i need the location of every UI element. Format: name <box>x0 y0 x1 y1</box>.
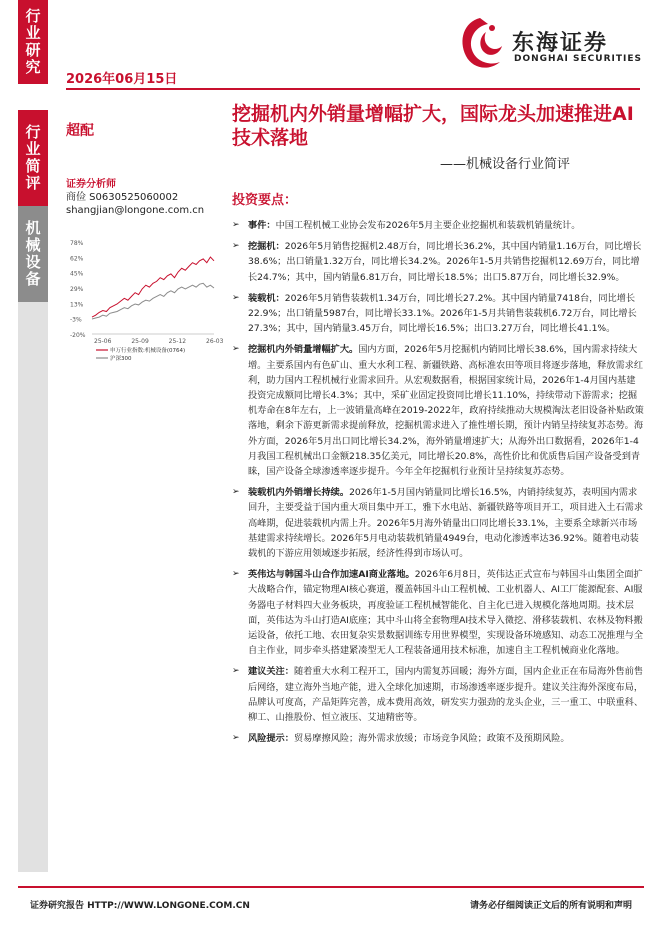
bullet-item <box>232 664 644 725</box>
y-tick-label: 78% <box>70 240 84 247</box>
header-rule <box>66 88 640 90</box>
bullet-text: 贸易摩擦风险；海外需求放缓；市场竞争风险；政策不及预期风险。 <box>293 733 570 745</box>
bullet-list <box>232 218 644 753</box>
footer-rule <box>18 886 644 888</box>
bullet-item <box>232 731 644 746</box>
y-tick-label: 29% <box>70 286 84 293</box>
x-tick-label: 25-12 <box>168 338 187 345</box>
bullet-text: 2026年5月销售装载机1.34万台，同比增长27.2%。其中国内销量7418台，同比增长22.9%；出口销量5987台，同比增长33.1%。2026年1-5月共销售装载机6.72万台，同比增长27.3%；其中，国内销量3.45万台，同比增长16.5%；出口3.27万台，同比增长41.1%。 <box>248 292 637 335</box>
bullet-item <box>232 239 644 285</box>
bullet-head: 事件： <box>248 220 276 231</box>
bullet-text: 2026年1-5月国内销量同比增长16.5%，内销持续复苏，表明国内需求回升，主要受益于国内重大项目集中开工，雅下水电站、新疆铁路等项目开工，项目进入土石需求高峰期，促进装载机内需上升。2026年5月海外销量出口同比增长33.1%，主要系全球新兴市场基建需求持续增长。2026年5月电动装载机销量4949台，电动化渗透率达36.92%。随着电动装载机的下游应用领域逐步拓展，经济性得到市场认可。 <box>248 487 644 560</box>
arrow-icon: ➢ <box>232 220 240 230</box>
analyst-label: 证券分析师 <box>66 179 116 190</box>
x-tick-label: 25-09 <box>131 338 149 345</box>
bullet-head: 挖掘机内外销量增幅扩大。 <box>248 344 359 356</box>
bullet-head: 装载机： <box>248 292 285 304</box>
report-date: 2026年06月15日 <box>66 72 178 87</box>
bullet-text: 国内方面，2026年5月挖掘机内销同比增长38.6%，国内需求持续大增。主要系国内有色矿山、重大水利工程、新疆铁路、高标准农田等项目将逐步落地，释放需求红利，助力国内工程机械行业需求回升。从宏观数据看，根据国家统计局，2026年1-4月国内基建投资完成额同比增长4.3%；其中，采矿业固定投资同比增长11.10%，持续带动下游需求；挖掘机寿命在8年左右，上一波销量高峰在2019-2022年，政府持续推动大规模淘汰老旧设备补贴政策落地，剩余下游更新需求提前释放，挖掘机需求进入了推性增长期，预计内销呈持续复苏态势。海外方面，2026年5月出口同比增长34.2%，海外销量增速扩大；从海外出口数据看，2026年1-4月我国工程机械出口金额218.35亿美元，同比增长20.8%，高性价比和优质售后国产设备受到青睐，国产设备全球渗透率逐步提升。今年全年挖掘机行业预计呈持续复苏态势。 <box>248 344 644 478</box>
bullet-head: 英伟达与韩国斗山合作加速AI商业落地。 <box>248 569 415 581</box>
y-tick-label: 62% <box>70 255 84 263</box>
logo-cn: 东海证券 <box>512 31 609 56</box>
bullet-head: 挖掘机： <box>248 241 285 253</box>
series-line <box>92 283 214 319</box>
bullet-item <box>232 342 644 479</box>
x-tick-label: 26-03 <box>206 338 224 345</box>
subhead: ——机械设备行业简评 <box>440 157 571 172</box>
side-strip <box>18 302 48 872</box>
arrow-icon: ➢ <box>232 241 240 252</box>
section-title: 投资要点： <box>232 193 298 208</box>
analyst-block <box>66 178 216 217</box>
bullet-text: 中国工程机械工业协会发布2026年5月主要企业挖掘机和装载机销量统计。 <box>275 220 581 231</box>
bullet-item <box>232 485 644 561</box>
footer-left[interactable]: 证券研究报告 HTTP://WWW.LONGONE.COM.CN <box>30 901 250 911</box>
tab-industry-research: 行业研究 <box>18 0 48 84</box>
rating: 超配 <box>66 123 94 139</box>
y-tick-label: -20% <box>70 332 86 339</box>
legend-label: 沪深300 <box>110 356 132 362</box>
bullet-text: 2026年5月销售挖掘机2.48万台，同比增长36.2%，其中国内销量1.16万台，同比增长38.6%；出口销量1.32万台，同比增长34.2%。2026年1-5月共销售挖掘机12.69万台，同比增长24.7%；其中，国内销量6.81万台，同比增长18.5%；出口5.87万台，同比增长32.9%。 <box>248 241 642 283</box>
donghai-logo-icon <box>452 14 508 74</box>
bullet-item <box>232 567 644 658</box>
y-tick-label: -3% <box>70 316 82 324</box>
logo-en: DONGHAI SECURITIES <box>514 54 642 64</box>
legend-label: 申万行业指数:机械设备(0764) <box>110 348 186 354</box>
tab-industry-brief: 行业简评 <box>18 110 48 206</box>
bullet-head: 装载机内外销增长持续。 <box>248 487 350 499</box>
tab-sector: 机械设备 <box>18 206 48 302</box>
arrow-icon: ➢ <box>232 487 240 498</box>
bullet-head: 建议关注： <box>248 666 294 678</box>
arrow-icon: ➢ <box>232 344 240 355</box>
bullet-text: 随着重大水利工程开工，国内内需复苏回暖；海外方面，国内企业正在布局海外售前售后网络，建立海外当地产能，进入全球化加速期，市场渗透率逐步提升。建议关注海外深度布局，品牌认可度高，产品矩阵完善，成本费用高效，研发实力强劲的龙头企业，三一重工、中联重科、柳工、山推股份、恒立液压、艾迪精密等。 <box>248 666 644 724</box>
analyst-name: 商俭 S0630525060002 <box>66 192 179 203</box>
performance-chart <box>68 236 224 376</box>
x-tick-label: 25-06 <box>94 338 112 345</box>
bullet-text: 2026年6月8日，英伟达正式宣布与韩国斗山集团全面扩大战略合作，锚定物理AI核心赛道，覆盖韩国斗山工程机械、工业机器人、AI工厂能源配套、AI服务器电子材料四大业务板块，再度验证工程机械智能化、自主化已进入规模化落地周期。技术层面，英伟达为斗山打造AI底座；其中斗山将全套物理AI技术导入微挖、滑移装载机、农林及物料搬运设备，依托工地、农田复杂实景数据训练专用世界模型，实现设备环境感知、动态工况推理与全自主作业，同步牵头搭建紧凑型无人工程装备通用技术标准，加速自主工程机械商业化落地。 <box>248 569 644 657</box>
bullet-item <box>232 218 644 233</box>
arrow-icon: ➢ <box>232 733 240 744</box>
analyst-email[interactable]: shangjian@longone.com.cn <box>66 205 205 216</box>
bullet-head: 风险提示： <box>248 733 294 745</box>
arrow-icon: ➢ <box>232 569 240 580</box>
y-tick-label: 13% <box>70 301 84 309</box>
arrow-icon: ➢ <box>232 292 240 303</box>
footer-right: 请务必仔细阅读正文后的所有说明和声明 <box>470 901 633 911</box>
bullet-item <box>232 291 644 337</box>
y-tick-label: 45% <box>70 270 84 278</box>
arrow-icon: ➢ <box>232 666 240 677</box>
headline: 挖掘机内外销量增幅扩大，国际龙头加速推进AI技术落地 <box>232 103 634 149</box>
